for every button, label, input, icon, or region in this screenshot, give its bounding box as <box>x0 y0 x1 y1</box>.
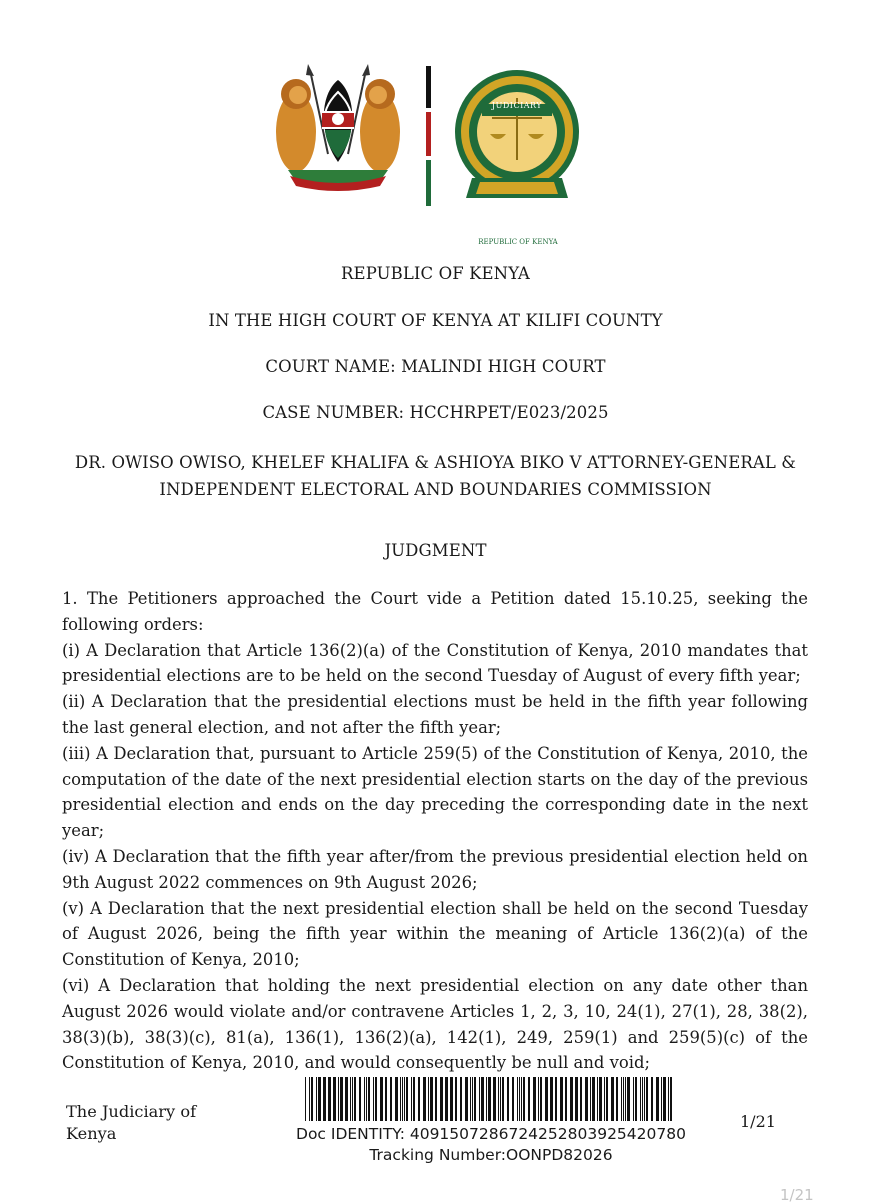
seal-top-text: JUDICIARY <box>491 101 543 110</box>
heading-parties <box>0 449 871 503</box>
judgment-title: JUDGMENT <box>384 541 487 560</box>
seal-bottom-text: REPUBLIC OF KENYA <box>478 238 558 246</box>
issuer-line-2: Kenya <box>66 1124 117 1143</box>
doc-identity: Doc IDENTITY: 40915072867242528039254207​80 <box>296 1125 686 1143</box>
viewer-page-indicator: 1/21 <box>780 1186 814 1204</box>
paragraph: (i) A Declaration that Article 136(2)(a) of the Constitution of Kenya, 2010 mandates that presidential elections are to be held on the second Tuesday of August of every fifth year; <box>62 640 808 686</box>
parties-line-1: DR. OWISO OWISO, KHELEF KHALIFA & ASHIOYA BIKO V ATTORNEY-GENERAL & <box>74 453 797 472</box>
heading-court-name: COURT NAME: MALINDI HIGH COURT <box>265 357 606 376</box>
issuer-line-1: The Judiciary of <box>66 1102 197 1121</box>
flag-divider <box>425 66 432 206</box>
paragraph: (ii) A Declaration that the presidential elections must be held in the fifth year following the last general election, and not after the fifth year; <box>62 692 808 737</box>
parties-line-2: INDEPENDENT ELECTORAL AND BOUNDARIES COMMISSION <box>159 480 712 499</box>
heading-court: IN THE HIGH COURT OF KENYA AT KILIFI COUNTY <box>208 311 663 330</box>
heading-republic: REPUBLIC OF KENYA <box>341 264 530 283</box>
paragraph: (iii) A Declaration that, pursuant to Article 259(5) of the Constitution of Kenya, 2010, the computation of the date of the next presidential election starts on the day of the previous presidential election and ends on the day preceding the corresponding date in the next year; <box>62 743 808 841</box>
barcode-icon <box>305 1077 673 1121</box>
heading-case-number: CASE NUMBER: HCCHRPET/E023/2025 <box>262 403 609 422</box>
judiciary-seal-icon <box>450 68 585 206</box>
paragraph: (vi) A Declaration that holding the next presidential election on any date other than August 2026 would violate and/or contravene Articles 1, 2, 3, 10, 24(1), 27(1), 28, 38(2), 38(3)(b), 38(3)(c), 81(a), 136(1), 136(2)(a), 142(1), 249, 259(1) and 259(5)(c) of the Constitution of Kenya, 2010, and would consequently be null and void; <box>62 975 808 1073</box>
header-emblems <box>0 62 871 246</box>
footer-issuer <box>66 1101 216 1145</box>
tracking-number: Tracking Number:OONPD82026 <box>369 1146 613 1164</box>
paragraph: (iv) A Declaration that the fifth year after/from the previous presidential election held on 9th August 2022 commences on 9th August 2026; <box>62 846 808 892</box>
coat-of-arms-icon <box>268 62 408 192</box>
paragraph: (v) A Declaration that the next presidential election shall be held on the second Tuesday of August 2026, being the fifth year within the meaning of Article 136(2)(a) of the Constitution of Kenya, 2010; <box>62 898 808 970</box>
page-number: 1/21 <box>740 1112 776 1131</box>
judgment-body <box>62 586 808 1076</box>
paragraph: 1. The Petitioners approached the Court vide a Petition dated 15.10.25, seeking the following orders: <box>62 589 808 634</box>
